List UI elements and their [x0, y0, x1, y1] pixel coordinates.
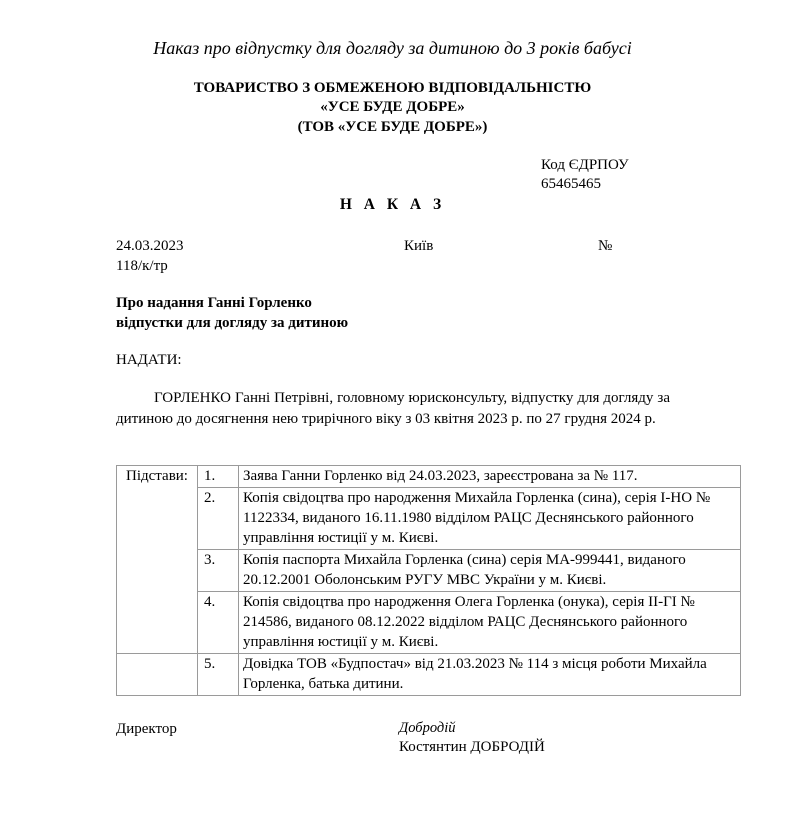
- basis-item-number: 4.: [198, 592, 239, 654]
- edrpou-value: 65465465: [541, 176, 601, 192]
- basis-row: [117, 488, 741, 550]
- order-date: 24.03.2023: [116, 238, 184, 254]
- signatory-position: Директор: [116, 721, 177, 737]
- signatory-name: Костянтин ДОБРОДІЙ: [399, 739, 545, 755]
- document-heading: Наказ про відпустку для догляду за дитиною до 3 років бабусі: [153, 38, 632, 58]
- basis-row: [117, 466, 741, 488]
- grant-label: НАДАТИ:: [116, 352, 182, 368]
- basis-item-text: Копія свідоцтва про народження Михайла Горленка (сина), серія І-НО № 1122334, виданого 16.11.1980 відділом РАЦС Деснянського районного управління юстиції у м. Києві.: [239, 488, 741, 550]
- order-city: Київ: [404, 238, 434, 254]
- organization-name-line2: «УСЕ БУДЕ ДОБРЕ»: [320, 99, 465, 115]
- basis-table: [116, 465, 741, 696]
- order-number-sign: №: [598, 238, 613, 254]
- basis-item-number: 5.: [198, 654, 239, 696]
- organization-name-line1: ТОВАРИСТВО З ОБМЕЖЕНОЮ ВІДПОВІДАЛЬНІСТЮ: [193, 80, 592, 96]
- organization-short-name: (ТОВ «УСЕ БУДЕ ДОБРЕ»): [297, 119, 488, 135]
- basis-item-number: 2.: [198, 488, 239, 550]
- order-title: Н А К А З: [339, 196, 446, 213]
- basis-item-number: 1.: [198, 466, 239, 488]
- basis-row: [117, 592, 741, 654]
- basis-item-text: Заява Ганни Горленко від 24.03.2023, зареєстрована за № 117.: [239, 466, 741, 488]
- basis-row: [117, 654, 741, 696]
- basis-row: [117, 550, 741, 592]
- handwritten-signature: Добродій: [399, 720, 456, 736]
- order-subject-line2: відпустки для догляду за дитиною: [116, 315, 349, 331]
- edrpou-label: Код ЄДРПОУ: [541, 157, 629, 173]
- basis-label: Підстави:: [117, 466, 198, 654]
- order-body-paragraph: ГОРЛЕНКО Ганні Петрівні, головному юрисконсульту, відпустку для догляду за дитиною до досягнення нею трирічного віку з 03 квітня 2023 р. по 27 грудня 2024 р.: [116, 390, 670, 427]
- basis-item-number: 3.: [198, 550, 239, 592]
- basis-empty-cell: [117, 654, 198, 696]
- basis-item-text: Копія паспорта Михайла Горленка (сина) серія МА-999441, виданого 20.12.2001 Оболонським РУГУ МВС України у м. Києві.: [239, 550, 741, 592]
- basis-item-text: Копія свідоцтва про народження Олега Горленка (онука), серія ІІ-ГІ № 214586, виданого 08.12.2022 відділом РАЦС Деснянського районного управління юстиції у м. Києві.: [239, 592, 741, 654]
- order-number: 118/к/тр: [116, 258, 168, 274]
- order-subject-line1: Про надання Ганні Горленко: [116, 295, 312, 311]
- basis-item-text: Довідка ТОВ «Будпостач» від 21.03.2023 № 114 з місця роботи Михайла Горленка, батька дитини.: [239, 654, 741, 696]
